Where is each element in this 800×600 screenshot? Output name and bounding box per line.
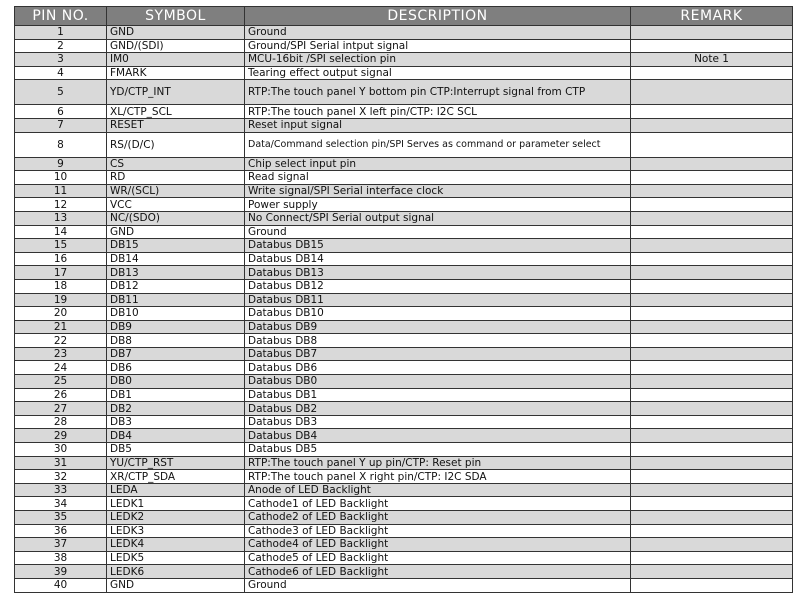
remark-cell [631, 402, 793, 416]
pin-number-cell: 5 [15, 80, 107, 105]
pin-number-cell: 4 [15, 66, 107, 80]
description-cell: Databus DB2 [245, 402, 631, 416]
remark-cell [631, 198, 793, 212]
pin-number-cell: 33 [15, 483, 107, 497]
header-symbol: SYMBOL [107, 7, 245, 26]
remark-cell [631, 497, 793, 511]
remark-cell [631, 483, 793, 497]
table-row [15, 266, 793, 280]
symbol-cell: DB10 [107, 307, 245, 321]
table-row [15, 80, 793, 105]
pin-number-cell: 12 [15, 198, 107, 212]
description-cell: Databus DB5 [245, 443, 631, 457]
description-cell: Databus DB13 [245, 266, 631, 280]
table-row [15, 402, 793, 416]
table-row [15, 388, 793, 402]
description-cell: Anode of LED Backlight [245, 483, 631, 497]
description-cell: Databus DB6 [245, 361, 631, 375]
description-cell: Databus DB12 [245, 279, 631, 293]
remark-cell [631, 511, 793, 525]
table-row [15, 456, 793, 470]
remark-cell [631, 578, 793, 592]
table-row [15, 239, 793, 253]
symbol-cell: RESET [107, 118, 245, 132]
pin-number-cell: 23 [15, 347, 107, 361]
description-cell: Databus DB15 [245, 239, 631, 253]
table-row [15, 26, 793, 40]
table-header-row [15, 7, 793, 26]
table-body [15, 26, 793, 593]
table-row [15, 225, 793, 239]
pin-number-cell: 2 [15, 39, 107, 53]
remark-cell [631, 252, 793, 266]
pin-number-cell: 40 [15, 578, 107, 592]
table-row [15, 497, 793, 511]
pin-number-cell: 19 [15, 293, 107, 307]
remark-cell [631, 239, 793, 253]
symbol-cell: WR/(SCL) [107, 184, 245, 198]
description-cell: Ground/SPI Serial intput signal [245, 39, 631, 53]
remark-cell [631, 551, 793, 565]
symbol-cell: CS [107, 157, 245, 171]
pin-number-cell: 35 [15, 511, 107, 525]
table-row [15, 334, 793, 348]
pin-number-cell: 34 [15, 497, 107, 511]
table-row [15, 320, 793, 334]
symbol-cell: YU/CTP_RST [107, 456, 245, 470]
remark-cell [631, 118, 793, 132]
description-cell: Power supply [245, 198, 631, 212]
remark-cell [631, 105, 793, 119]
symbol-cell: LEDK6 [107, 565, 245, 579]
description-cell: Reset input signal [245, 118, 631, 132]
pin-number-cell: 24 [15, 361, 107, 375]
remark-cell [631, 293, 793, 307]
pin-number-cell: 32 [15, 470, 107, 484]
symbol-cell: YD/CTP_INT [107, 80, 245, 105]
table-row [15, 132, 793, 157]
remark-cell [631, 375, 793, 389]
remark-cell [631, 279, 793, 293]
pin-number-cell: 30 [15, 443, 107, 457]
description-cell: Cathode6 of LED Backlight [245, 565, 631, 579]
symbol-cell: XR/CTP_SDA [107, 470, 245, 484]
table-row [15, 565, 793, 579]
symbol-cell: IM0 [107, 53, 245, 67]
table-row [15, 66, 793, 80]
description-cell: Read signal [245, 171, 631, 185]
symbol-cell: DB1 [107, 388, 245, 402]
description-cell: Databus DB1 [245, 388, 631, 402]
pin-number-cell: 18 [15, 279, 107, 293]
symbol-cell: DB0 [107, 375, 245, 389]
header-description: DESCRIPTION [245, 7, 631, 26]
symbol-cell: DB8 [107, 334, 245, 348]
table-row [15, 538, 793, 552]
symbol-cell: LEDA [107, 483, 245, 497]
symbol-cell: DB7 [107, 347, 245, 361]
symbol-cell: FMARK [107, 66, 245, 80]
remark-cell: Note 1 [631, 53, 793, 67]
pin-number-cell: 7 [15, 118, 107, 132]
table-row [15, 347, 793, 361]
pin-number-cell: 16 [15, 252, 107, 266]
description-cell: RTP:The touch panel Y up pin/CTP: Reset pin [245, 456, 631, 470]
remark-cell [631, 320, 793, 334]
symbol-cell: RS/(D/C) [107, 132, 245, 157]
remark-cell [631, 388, 793, 402]
description-cell: Ground [245, 225, 631, 239]
description-cell: Databus DB3 [245, 415, 631, 429]
table-row [15, 551, 793, 565]
remark-cell [631, 443, 793, 457]
description-cell: Databus DB9 [245, 320, 631, 334]
description-cell: Chip select input pin [245, 157, 631, 171]
description-cell: Databus DB10 [245, 307, 631, 321]
description-cell: Tearing effect output signal [245, 66, 631, 80]
table-row [15, 53, 793, 67]
table-row [15, 118, 793, 132]
description-cell: Ground [245, 26, 631, 40]
remark-cell [631, 429, 793, 443]
symbol-cell: XL/CTP_SCL [107, 105, 245, 119]
table-row [15, 511, 793, 525]
pin-number-cell: 6 [15, 105, 107, 119]
pin-number-cell: 28 [15, 415, 107, 429]
remark-cell [631, 470, 793, 484]
table-row [15, 483, 793, 497]
symbol-cell: NC/(SDO) [107, 211, 245, 225]
table-row [15, 252, 793, 266]
pin-number-cell: 21 [15, 320, 107, 334]
table-row [15, 211, 793, 225]
pin-number-cell: 3 [15, 53, 107, 67]
remark-cell [631, 456, 793, 470]
table-row [15, 578, 793, 592]
table-row [15, 443, 793, 457]
remark-cell [631, 334, 793, 348]
pin-number-cell: 9 [15, 157, 107, 171]
symbol-cell: DB9 [107, 320, 245, 334]
description-cell: No Connect/SPI Serial output signal [245, 211, 631, 225]
pin-number-cell: 20 [15, 307, 107, 321]
table-row [15, 470, 793, 484]
symbol-cell: DB2 [107, 402, 245, 416]
description-cell: Databus DB0 [245, 375, 631, 389]
symbol-cell: DB15 [107, 239, 245, 253]
remark-cell [631, 266, 793, 280]
symbol-cell: DB3 [107, 415, 245, 429]
description-cell: Cathode3 of LED Backlight [245, 524, 631, 538]
remark-cell [631, 80, 793, 105]
remark-cell [631, 524, 793, 538]
symbol-cell: DB11 [107, 293, 245, 307]
table-row [15, 361, 793, 375]
table-row [15, 524, 793, 538]
description-cell: Write signal/SPI Serial interface clock [245, 184, 631, 198]
table-row [15, 105, 793, 119]
description-cell: Ground [245, 578, 631, 592]
remark-cell [631, 415, 793, 429]
pin-number-cell: 37 [15, 538, 107, 552]
table-row [15, 307, 793, 321]
table-row [15, 375, 793, 389]
pin-number-cell: 27 [15, 402, 107, 416]
symbol-cell: DB13 [107, 266, 245, 280]
description-cell: Databus DB7 [245, 347, 631, 361]
table-row [15, 293, 793, 307]
table-row [15, 39, 793, 53]
symbol-cell: GND/(SDI) [107, 39, 245, 53]
symbol-cell: LEDK3 [107, 524, 245, 538]
table-row [15, 279, 793, 293]
table-row [15, 198, 793, 212]
header-remark: REMARK [631, 7, 793, 26]
pin-number-cell: 38 [15, 551, 107, 565]
pin-number-cell: 31 [15, 456, 107, 470]
remark-cell [631, 157, 793, 171]
symbol-cell: DB4 [107, 429, 245, 443]
remark-cell [631, 171, 793, 185]
pin-number-cell: 36 [15, 524, 107, 538]
remark-cell [631, 132, 793, 157]
pin-number-cell: 15 [15, 239, 107, 253]
symbol-cell: GND [107, 26, 245, 40]
pin-definition-table [14, 6, 793, 593]
description-cell: RTP:The touch panel X left pin/CTP: I2C SCL [245, 105, 631, 119]
description-cell: RTP:The touch panel X right pin/CTP: I2C SDA [245, 470, 631, 484]
remark-cell [631, 66, 793, 80]
remark-cell [631, 538, 793, 552]
description-cell: Cathode4 of LED Backlight [245, 538, 631, 552]
symbol-cell: GND [107, 578, 245, 592]
remark-cell [631, 26, 793, 40]
pin-number-cell: 29 [15, 429, 107, 443]
description-cell: Cathode5 of LED Backlight [245, 551, 631, 565]
description-cell: Databus DB4 [245, 429, 631, 443]
symbol-cell: LEDK5 [107, 551, 245, 565]
description-cell: Cathode1 of LED Backlight [245, 497, 631, 511]
pin-number-cell: 17 [15, 266, 107, 280]
remark-cell [631, 361, 793, 375]
table-row [15, 429, 793, 443]
pin-number-cell: 14 [15, 225, 107, 239]
remark-cell [631, 211, 793, 225]
description-cell: Databus DB11 [245, 293, 631, 307]
table-row [15, 184, 793, 198]
table-row [15, 415, 793, 429]
remark-cell [631, 565, 793, 579]
description-cell: Cathode2 of LED Backlight [245, 511, 631, 525]
symbol-cell: DB12 [107, 279, 245, 293]
description-cell: Databus DB14 [245, 252, 631, 266]
pin-number-cell: 25 [15, 375, 107, 389]
pin-number-cell: 10 [15, 171, 107, 185]
pin-number-cell: 8 [15, 132, 107, 157]
symbol-cell: LEDK1 [107, 497, 245, 511]
header-pin-no: PIN NO. [15, 7, 107, 26]
symbol-cell: RD [107, 171, 245, 185]
pin-number-cell: 22 [15, 334, 107, 348]
description-cell: Data/Command selection pin/SPI Serves as command or parameter select [245, 132, 631, 157]
remark-cell [631, 39, 793, 53]
remark-cell [631, 225, 793, 239]
pin-number-cell: 13 [15, 211, 107, 225]
remark-cell [631, 307, 793, 321]
table-row [15, 157, 793, 171]
pin-number-cell: 26 [15, 388, 107, 402]
symbol-cell: GND [107, 225, 245, 239]
symbol-cell: DB14 [107, 252, 245, 266]
symbol-cell: DB6 [107, 361, 245, 375]
remark-cell [631, 347, 793, 361]
table-row [15, 171, 793, 185]
pin-table-container [14, 6, 792, 593]
symbol-cell: DB5 [107, 443, 245, 457]
symbol-cell: VCC [107, 198, 245, 212]
symbol-cell: LEDK2 [107, 511, 245, 525]
description-cell: RTP:The touch panel Y bottom pin CTP:Interrupt signal from CTP [245, 80, 631, 105]
pin-number-cell: 1 [15, 26, 107, 40]
description-cell: MCU-16bit /SPI selection pin [245, 53, 631, 67]
symbol-cell: LEDK4 [107, 538, 245, 552]
remark-cell [631, 184, 793, 198]
pin-number-cell: 39 [15, 565, 107, 579]
pin-number-cell: 11 [15, 184, 107, 198]
description-cell: Databus DB8 [245, 334, 631, 348]
